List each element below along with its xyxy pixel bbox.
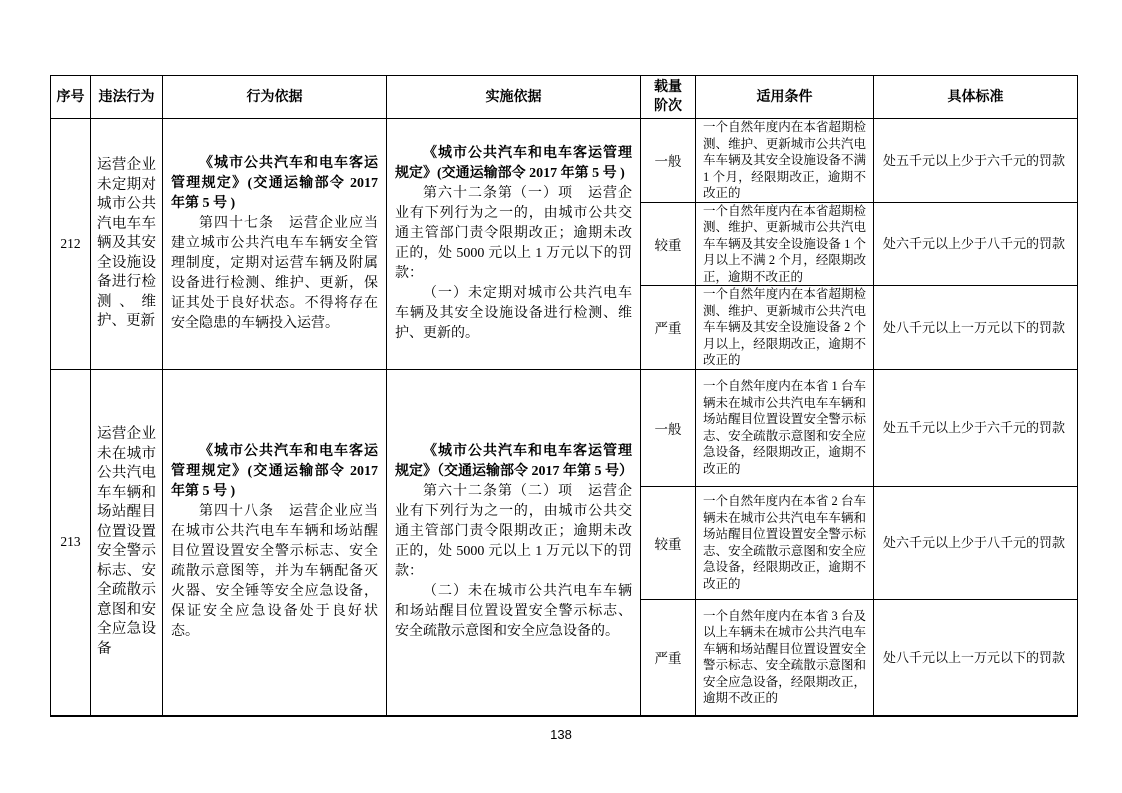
condition-text: 一个自然年度内在本省超期检测、维护、更新城市公共汽电车车辆及其安全设施设备不满 1 个月，经限期改正，逾期不改正的 [696, 119, 874, 203]
header-level-line1: 载量 [654, 80, 682, 95]
header-impl-basis: 实施依据 [387, 76, 641, 119]
law-title: 《城市公共汽车和电车客运管理规定》（交通运输部令 2017 年第 5 号） [395, 444, 633, 480]
standard-text: 处六千元以上少于八千元的罚款 [874, 202, 1078, 286]
standard-text: 处五千元以上少于六千元的罚款 [874, 369, 1078, 486]
standard-text: 处五千元以上少于六千元的罚款 [874, 119, 1078, 203]
law-title: 《城市公共汽车和电车客运管理规定》(交通运输部令 2017 年第 5 号 ) [395, 145, 632, 181]
table-row [51, 369, 1078, 486]
behavior-text: 运营企业未在城市公共汽电车车辆和场站醒目位置设置安全警示标志、安全疏散示意图和安全应急设备 [97, 426, 156, 657]
page-number: 138 [550, 727, 572, 742]
law-title: 《城市公共汽车和电车客运管理规定》(交通运输部令 2017 年第 5 号 ) [171, 444, 378, 500]
table-row [51, 119, 1078, 203]
level-label: 一般 [641, 119, 696, 203]
header-conditions: 适用条件 [696, 76, 874, 119]
header-behavior: 违法行为 [91, 76, 163, 119]
level-label: 严重 [641, 599, 696, 716]
law-body: （一）未定期对城市公共汽电车车辆及其安全设施设备进行检测、维护、更新的。 [395, 285, 632, 341]
table-header-row [51, 76, 1078, 119]
cell-seq-212: 212 [51, 119, 91, 370]
header-level-line2: 阶次 [654, 99, 682, 114]
law-body: 第六十二条第（一）项 运营企业有下列行为之一的，由城市公共交通主管部门责令限期改正；逾期未改正的，处 5000 元以上 1 万元以下的罚款： [395, 185, 632, 281]
cell-behavior-212 [91, 119, 163, 370]
cell-seq-213: 213 [51, 369, 91, 716]
regulation-penalty-table [50, 75, 1078, 717]
level-label: 较重 [641, 486, 696, 599]
cell-impl-basis-213 [387, 369, 641, 716]
cell-impl-basis-212 [387, 119, 641, 370]
standard-text: 处六千元以上少于八千元的罚款 [874, 486, 1078, 599]
level-label: 严重 [641, 286, 696, 370]
condition-text: 一个自然年度内在本省超期检测、维护、更新城市公共汽电车车辆及其安全设施设备 1 个月以上不满 2 个月，经限期改正，逾期不改正的 [696, 202, 874, 286]
cell-behavior-basis-213 [163, 369, 387, 716]
cell-behavior-basis-212 [163, 119, 387, 370]
standard-text: 处八千元以上一万元以下的罚款 [874, 599, 1078, 716]
law-body: 第四十八条 运营企业应当在城市公共汽电车车辆和场站醒目位置设置安全警示标志、安全疏散示意图等，并为车辆配备灭火器、安全锤等安全应急设备，保证安全应急设备处于良好状态。 [171, 504, 378, 640]
header-seq: 序号 [51, 76, 91, 119]
standard-text: 处八千元以上一万元以下的罚款 [874, 286, 1078, 370]
condition-text: 一个自然年度内在本省 2 台车辆未在城市公共汽电车车辆和场站醒目位置设置安全警示标志、安全疏散示意图和安全应急设备，经限期改正，逾期不改正的 [696, 486, 874, 599]
cell-behavior-213 [91, 369, 163, 716]
level-label: 一般 [641, 369, 696, 486]
law-body: 第四十七条 运营企业应当建立城市公共汽电车车辆安全管理制度，定期对运营车辆及附属设备进行检测、维护、更新，保证其处于良好状态。不得将存在安全隐患的车辆投入运营。 [171, 215, 378, 331]
behavior-text: 运营企业未定期对城市公共汽电车车辆及其安全设施设备进行检测、维护、更新 [97, 157, 156, 329]
law-body: 第六十二条第（二）项 运营企业有下列行为之一的，由城市公共交通主管部门责令限期改正；逾期未改正的，处 5000 元以上 1 万元以下的罚款： [395, 484, 632, 580]
condition-text: 一个自然年度内在本省 3 台及以上车辆未在城市公共汽电车车辆和场站醒目位置设置安全警示标志、安全疏散示意图和安全应急设备，经限期改正，逾期不改正的 [696, 599, 874, 716]
header-standard: 具体标准 [874, 76, 1078, 119]
header-behavior-basis: 行为依据 [163, 76, 387, 119]
header-level [641, 76, 696, 119]
condition-text: 一个自然年度内在本省 1 台车辆未在城市公共汽电车车辆和场站醒目位置设置安全警示标志、安全疏散示意图和安全应急设备，经限期改正，逾期不改正的 [696, 369, 874, 486]
law-title: 《城市公共汽车和电车客运管理规定》(交通运输部令 2017 年第 5 号 ) [171, 155, 378, 211]
law-body: （二）未在城市公共汽电车车辆和场站醒目位置设置安全警示标志、安全疏散示意图和安全应急设备的。 [395, 584, 632, 640]
level-label: 较重 [641, 202, 696, 286]
condition-text: 一个自然年度内在本省超期检测、维护、更新城市公共汽电车车辆及其安全设施设备 2 个月以上，经限期改正，逾期不改正的 [696, 286, 874, 370]
